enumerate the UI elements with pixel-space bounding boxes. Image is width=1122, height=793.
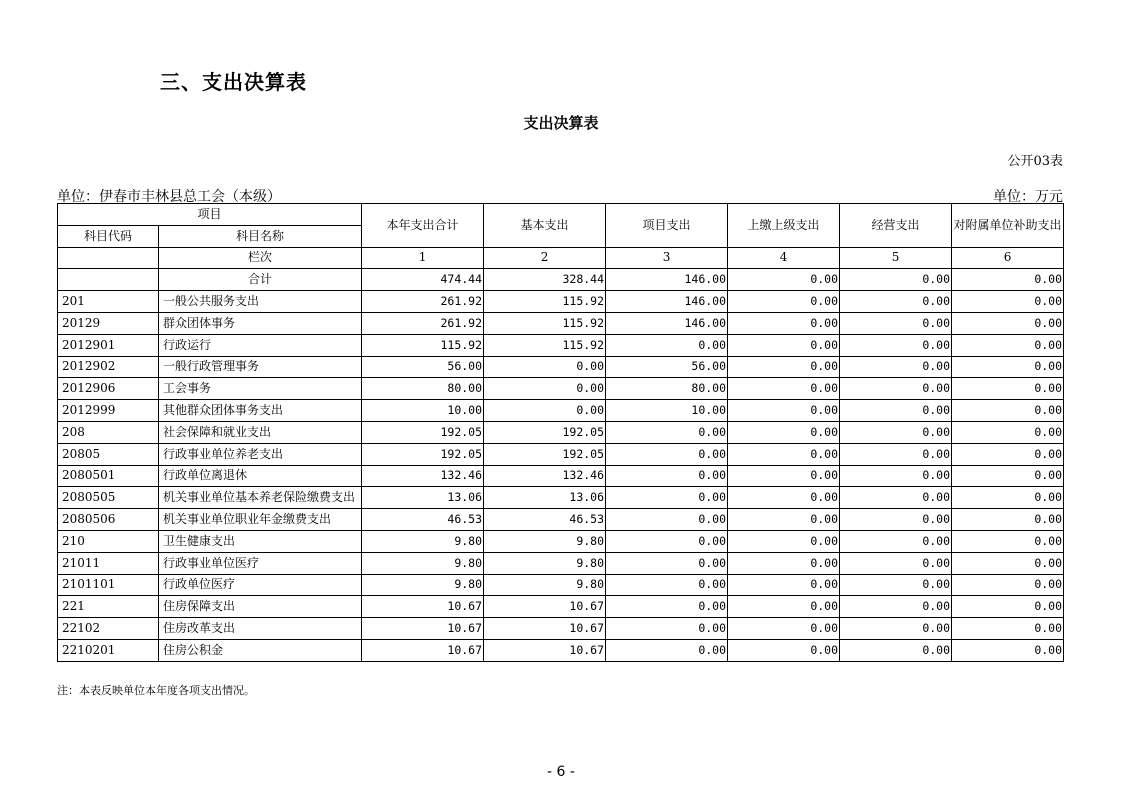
amount-cell: 80.00: [606, 378, 728, 400]
amount-cell: 10.00: [362, 400, 484, 422]
subject-name: 住房保障支出: [159, 596, 362, 618]
total-label: 合计: [159, 269, 362, 291]
subject-code: 2080505: [58, 487, 159, 509]
amount-cell: 0.00: [952, 421, 1064, 443]
amount-cell: 0.00: [840, 487, 952, 509]
subject-code: 2012902: [58, 356, 159, 378]
amount-cell: 0.00: [840, 465, 952, 487]
subject-code: 2210201: [58, 639, 159, 661]
amount-cell: 0.00: [952, 400, 1064, 422]
amount-cell: 192.05: [484, 443, 606, 465]
subject-name: 行政事业单位养老支出: [159, 443, 362, 465]
table-row: [58, 574, 1064, 596]
table-title: 支出决算表: [523, 114, 599, 132]
amount-cell: 56.00: [362, 356, 484, 378]
header-code: 科目代码: [58, 225, 159, 247]
amount-cell: 146.00: [606, 312, 728, 334]
col-num: 3: [606, 247, 728, 269]
amount-cell: 0.00: [952, 443, 1064, 465]
amount-cell: 80.00: [362, 378, 484, 400]
subject-code: 22102: [58, 618, 159, 640]
amount-cell: 115.92: [484, 334, 606, 356]
amount-cell: 0.00: [840, 421, 952, 443]
amount-cell: 0.00: [952, 639, 1064, 661]
amount-cell: 0.00: [728, 356, 840, 378]
subject-name: 机关事业单位职业年金缴费支出: [159, 509, 362, 531]
amount-cell: 192.05: [362, 443, 484, 465]
amount-cell: 0.00: [952, 574, 1064, 596]
amount-cell: 13.06: [484, 487, 606, 509]
amount-cell: 0.00: [606, 596, 728, 618]
amount-cell: 0.00: [606, 443, 728, 465]
amount-cell: 261.92: [362, 312, 484, 334]
amount-cell: 10.67: [484, 596, 606, 618]
amount-cell: 132.46: [484, 465, 606, 487]
amount-cell: 0.00: [728, 312, 840, 334]
amount-cell: 0.00: [840, 400, 952, 422]
header-name: 科目名称: [159, 225, 362, 247]
amount-cell: 0.00: [952, 552, 1064, 574]
amount-cell: 9.80: [362, 530, 484, 552]
header-business: 经营支出: [840, 204, 952, 248]
total-value: 0.00: [728, 269, 840, 291]
amount-cell: 0.00: [728, 552, 840, 574]
table-row: [58, 291, 1064, 313]
header-total: 本年支出合计: [362, 204, 484, 248]
amount-cell: 192.05: [362, 421, 484, 443]
amount-cell: 0.00: [728, 530, 840, 552]
amount-cell: 0.00: [840, 639, 952, 661]
amount-cell: 0.00: [606, 465, 728, 487]
table-row: [58, 421, 1064, 443]
amount-cell: 0.00: [840, 356, 952, 378]
total-value: 0.00: [952, 269, 1064, 291]
amount-cell: 0.00: [484, 400, 606, 422]
amount-cell: 9.80: [362, 574, 484, 596]
table-row: [58, 509, 1064, 531]
table-row: [58, 465, 1064, 487]
subject-code: 2012901: [58, 334, 159, 356]
amount-cell: 0.00: [484, 378, 606, 400]
amount-cell: 0.00: [728, 487, 840, 509]
amount-cell: 132.46: [362, 465, 484, 487]
subject-name: 住房公积金: [159, 639, 362, 661]
amount-cell: 9.80: [362, 552, 484, 574]
amount-cell: 0.00: [952, 618, 1064, 640]
amount-cell: 0.00: [606, 487, 728, 509]
amount-cell: 0.00: [606, 639, 728, 661]
subject-code: 210: [58, 530, 159, 552]
amount-cell: 0.00: [606, 552, 728, 574]
subject-name: 卫生健康支出: [159, 530, 362, 552]
header-item: 项目: [58, 204, 362, 226]
table-row: [58, 312, 1064, 334]
col-num: 4: [728, 247, 840, 269]
table-row: [58, 639, 1064, 661]
form-number: 公开03表: [1007, 154, 1063, 169]
amount-cell: 0.00: [840, 596, 952, 618]
amount-cell: 9.80: [484, 574, 606, 596]
amount-cell: 0.00: [484, 356, 606, 378]
table-row: [58, 443, 1064, 465]
reporting-unit: 单位：伊春市丰林县总工会（本级）: [57, 189, 281, 205]
subject-code: 2012906: [58, 378, 159, 400]
page-number: - 6 -: [547, 764, 575, 780]
subject-name: 社会保障和就业支出: [159, 421, 362, 443]
table-row: [58, 378, 1064, 400]
amount-cell: 0.00: [606, 530, 728, 552]
section-heading: 三、支出决算表: [160, 70, 307, 94]
amount-cell: 0.00: [952, 465, 1064, 487]
amount-cell: 0.00: [840, 312, 952, 334]
table-row: [58, 552, 1064, 574]
col-num: 2: [484, 247, 606, 269]
amount-cell: 0.00: [952, 596, 1064, 618]
amount-cell: 0.00: [606, 509, 728, 531]
subject-code: 2080506: [58, 509, 159, 531]
total-value: 146.00: [606, 269, 728, 291]
amount-cell: 46.53: [362, 509, 484, 531]
amount-cell: 46.53: [484, 509, 606, 531]
amount-cell: 0.00: [728, 465, 840, 487]
amount-cell: 56.00: [606, 356, 728, 378]
amount-cell: 0.00: [840, 574, 952, 596]
amount-cell: 10.67: [362, 596, 484, 618]
amount-cell: 0.00: [952, 334, 1064, 356]
amount-cell: 10.67: [484, 639, 606, 661]
amount-cell: 115.92: [484, 312, 606, 334]
subject-name: 行政运行: [159, 334, 362, 356]
subject-name: 群众团体事务: [159, 312, 362, 334]
amount-cell: 0.00: [840, 509, 952, 531]
amount-cell: 0.00: [952, 378, 1064, 400]
amount-cell: 0.00: [952, 312, 1064, 334]
header-upper: 上缴上级支出: [728, 204, 840, 248]
col-num: 5: [840, 247, 952, 269]
subject-code: 221: [58, 596, 159, 618]
amount-cell: 9.80: [484, 552, 606, 574]
table-row: [58, 530, 1064, 552]
subject-name: 机关事业单位基本养老保险缴费支出: [159, 487, 362, 509]
amount-cell: 0.00: [840, 334, 952, 356]
subject-code: 2101101: [58, 574, 159, 596]
amount-cell: 115.92: [484, 291, 606, 313]
subject-code: 20129: [58, 312, 159, 334]
amount-cell: 0.00: [952, 291, 1064, 313]
amount-cell: 0.00: [840, 291, 952, 313]
subject-name: 一般行政管理事务: [159, 356, 362, 378]
amount-cell: 0.00: [728, 639, 840, 661]
col-num: 1: [362, 247, 484, 269]
header-blank: [58, 247, 159, 269]
subject-code: 208: [58, 421, 159, 443]
amount-cell: 0.00: [728, 574, 840, 596]
amount-cell: 0.00: [728, 509, 840, 531]
header-subsidy: 对附属单位补助支出: [952, 204, 1064, 248]
header-lanci: 栏次: [159, 247, 362, 269]
subject-name: 住房改革支出: [159, 618, 362, 640]
total-row: [58, 269, 1064, 291]
table-row: [58, 618, 1064, 640]
amount-cell: 0.00: [728, 334, 840, 356]
amount-cell: 0.00: [728, 618, 840, 640]
amount-cell: 0.00: [840, 530, 952, 552]
subject-code: 2012999: [58, 400, 159, 422]
total-value: 0.00: [840, 269, 952, 291]
amount-cell: 0.00: [952, 530, 1064, 552]
header-project: 项目支出: [606, 204, 728, 248]
amount-cell: 0.00: [840, 443, 952, 465]
table-row: [58, 356, 1064, 378]
amount-cell: 10.67: [484, 618, 606, 640]
subject-code: 201: [58, 291, 159, 313]
amount-cell: 261.92: [362, 291, 484, 313]
table-row: [58, 487, 1064, 509]
amount-cell: 0.00: [728, 596, 840, 618]
amount-cell: 0.00: [606, 618, 728, 640]
header-basic: 基本支出: [484, 204, 606, 248]
amount-cell: 0.00: [606, 421, 728, 443]
amount-cell: 192.05: [484, 421, 606, 443]
expenditure-table: [57, 203, 1064, 662]
subject-code: 21011: [58, 552, 159, 574]
amount-cell: 0.00: [840, 552, 952, 574]
amount-cell: 0.00: [728, 291, 840, 313]
subject-name: 其他群众团体事务支出: [159, 400, 362, 422]
subject-code: 2080501: [58, 465, 159, 487]
amount-cell: 0.00: [728, 421, 840, 443]
amount-cell: 0.00: [952, 356, 1064, 378]
amount-cell: 9.80: [484, 530, 606, 552]
subject-name: 行政单位离退休: [159, 465, 362, 487]
currency-unit: 单位：万元: [993, 189, 1063, 205]
total-value: 474.44: [362, 269, 484, 291]
subject-name: 行政单位医疗: [159, 574, 362, 596]
amount-cell: 0.00: [840, 378, 952, 400]
subject-name: 工会事务: [159, 378, 362, 400]
amount-cell: 115.92: [362, 334, 484, 356]
amount-cell: 10.67: [362, 618, 484, 640]
total-code-cell: [58, 269, 159, 291]
amount-cell: 146.00: [606, 291, 728, 313]
amount-cell: 10.67: [362, 639, 484, 661]
amount-cell: 0.00: [606, 334, 728, 356]
amount-cell: 13.06: [362, 487, 484, 509]
total-value: 328.44: [484, 269, 606, 291]
amount-cell: 0.00: [952, 487, 1064, 509]
table-note: 注：本表反映单位本年度各项支出情况。: [57, 684, 255, 697]
amount-cell: 0.00: [728, 378, 840, 400]
table-row: [58, 400, 1064, 422]
amount-cell: 0.00: [728, 400, 840, 422]
table-row: [58, 334, 1064, 356]
subject-code: 20805: [58, 443, 159, 465]
amount-cell: 0.00: [606, 574, 728, 596]
amount-cell: 0.00: [952, 509, 1064, 531]
subject-name: 行政事业单位医疗: [159, 552, 362, 574]
table-row: [58, 596, 1064, 618]
amount-cell: 10.00: [606, 400, 728, 422]
col-num: 6: [952, 247, 1064, 269]
subject-name: 一般公共服务支出: [159, 291, 362, 313]
amount-cell: 0.00: [728, 443, 840, 465]
amount-cell: 0.00: [840, 618, 952, 640]
